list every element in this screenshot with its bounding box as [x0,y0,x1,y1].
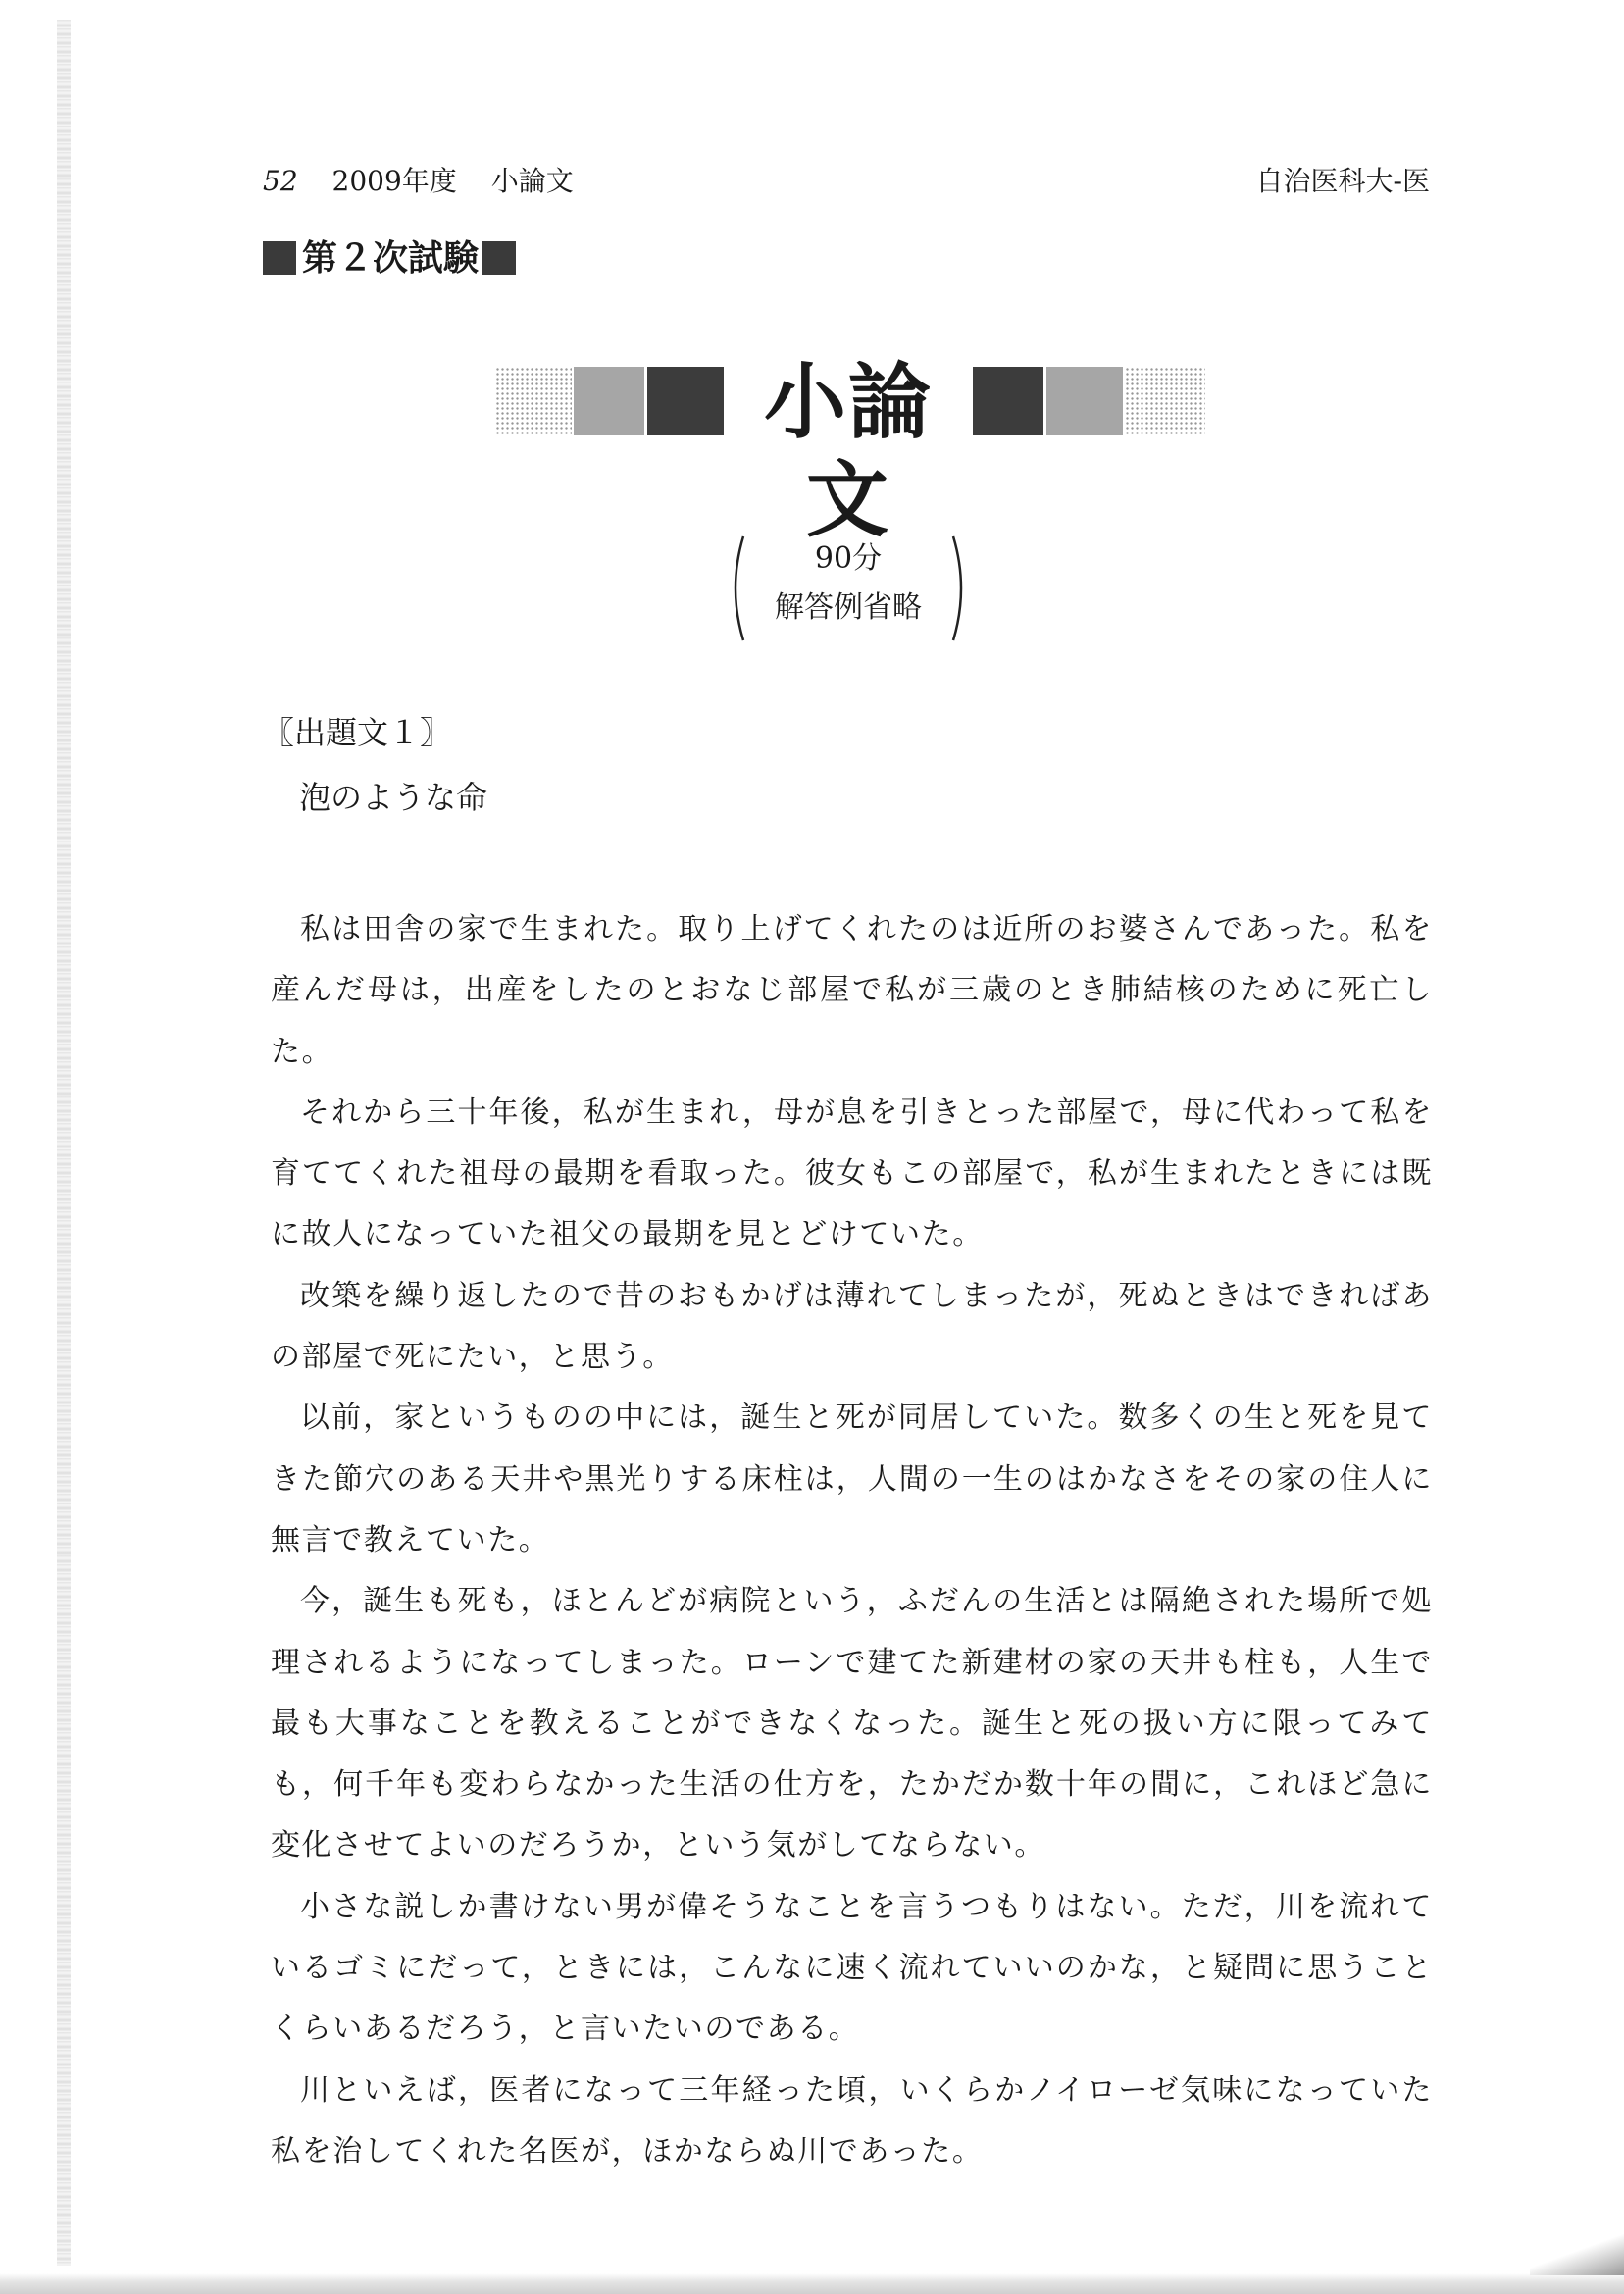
main-title: 小論文 [763,353,933,548]
page-number: 52 [263,165,298,197]
essay-body [271,899,1433,2182]
paragraph: 改築を繰り返したので昔のおもかげは薄れてしまったが，死ぬときはできればあの部屋で死にたい，と思う。 [271,1278,1433,1375]
title-banner [0,353,1624,548]
time-info-box [726,535,971,642]
time-duration: 90分 [814,541,883,576]
square-marker-icon [482,241,516,275]
exam-year: 2009年度 [331,165,457,197]
header-subject: 小論文 [490,165,574,197]
banner-dark-right [973,367,1043,435]
paragraph: 私は田舎の家で生まれた。取り上げてくれたのは近所のお婆さんであった。私を産んだ母は，出産をしたのとおなじ部屋で私が三歳のとき肺結核のために死亡した。 [271,912,1433,1069]
exam-stage-label: 第２次試験 [302,237,480,279]
banner-grey-left [574,367,644,435]
paragraph: 今，誕生も死も，ほとんどが病院という，ふだんの生活とは隔絶された場所で処理されるようになってしまった。ローンで建てた新建材の家の天井も柱も，人生で最も大事なことを教えることができなくなった。誕生と死の扱い方に限ってみても，何千年も変わらなかった生活の仕方を，たかだか数十年の間に，これほど急に変化させてよいのだろうか，という気がしてならない。 [271,1584,1433,1863]
scan-corner-shadow [1530,2217,1624,2275]
paragraph: 以前，家というものの中には，誕生と死が同居していた。数多くの生と死を見てきた節穴のある天井や黒光りする床柱は，人間の一生のはかなさをその家の住人に無言で教えていた。 [271,1401,1433,1557]
scan-edge-bottom [0,2273,1624,2294]
banner-dots-left [495,367,572,435]
banner-dots-right [1125,367,1205,435]
banner-grey-right [1046,367,1123,435]
banner-dark-left [647,367,724,435]
page-header [263,162,1430,201]
answer-note: 解答例省略 [775,590,922,625]
paragraph: それから三十年後，私が生まれ，母が息を引きとった部屋で，母に代わって私を育ててくれた祖母の最期を看取った。彼女もこの部屋で，私が生まれたときには既に故人になっていた祖父の最期を見とどけていた。 [271,1095,1433,1252]
right-parenthesis-icon [949,535,971,642]
university-name: 自治医科大-医 [1255,165,1430,197]
essay-title: 泡のような命 [299,779,488,816]
section-label: 〖出題文１〗 [263,714,452,751]
paragraph: 川といえば，医者になって三年経った頃，いくらかノイローゼ気味になっていた私を治してくれた名医が，ほかならぬ川であった。 [271,2072,1433,2168]
exam-stage-heading [263,233,516,282]
paragraph: 小さな説しか書けない男が偉そうなことを言うつもりはない。ただ，川を流れているゴミにだって，ときには，こんなに速く流れていいのかな，と疑問に思うことくらいあるだろう，と言いたいのである。 [271,1889,1433,2047]
left-parenthesis-icon [726,535,747,642]
square-marker-icon [263,241,296,275]
